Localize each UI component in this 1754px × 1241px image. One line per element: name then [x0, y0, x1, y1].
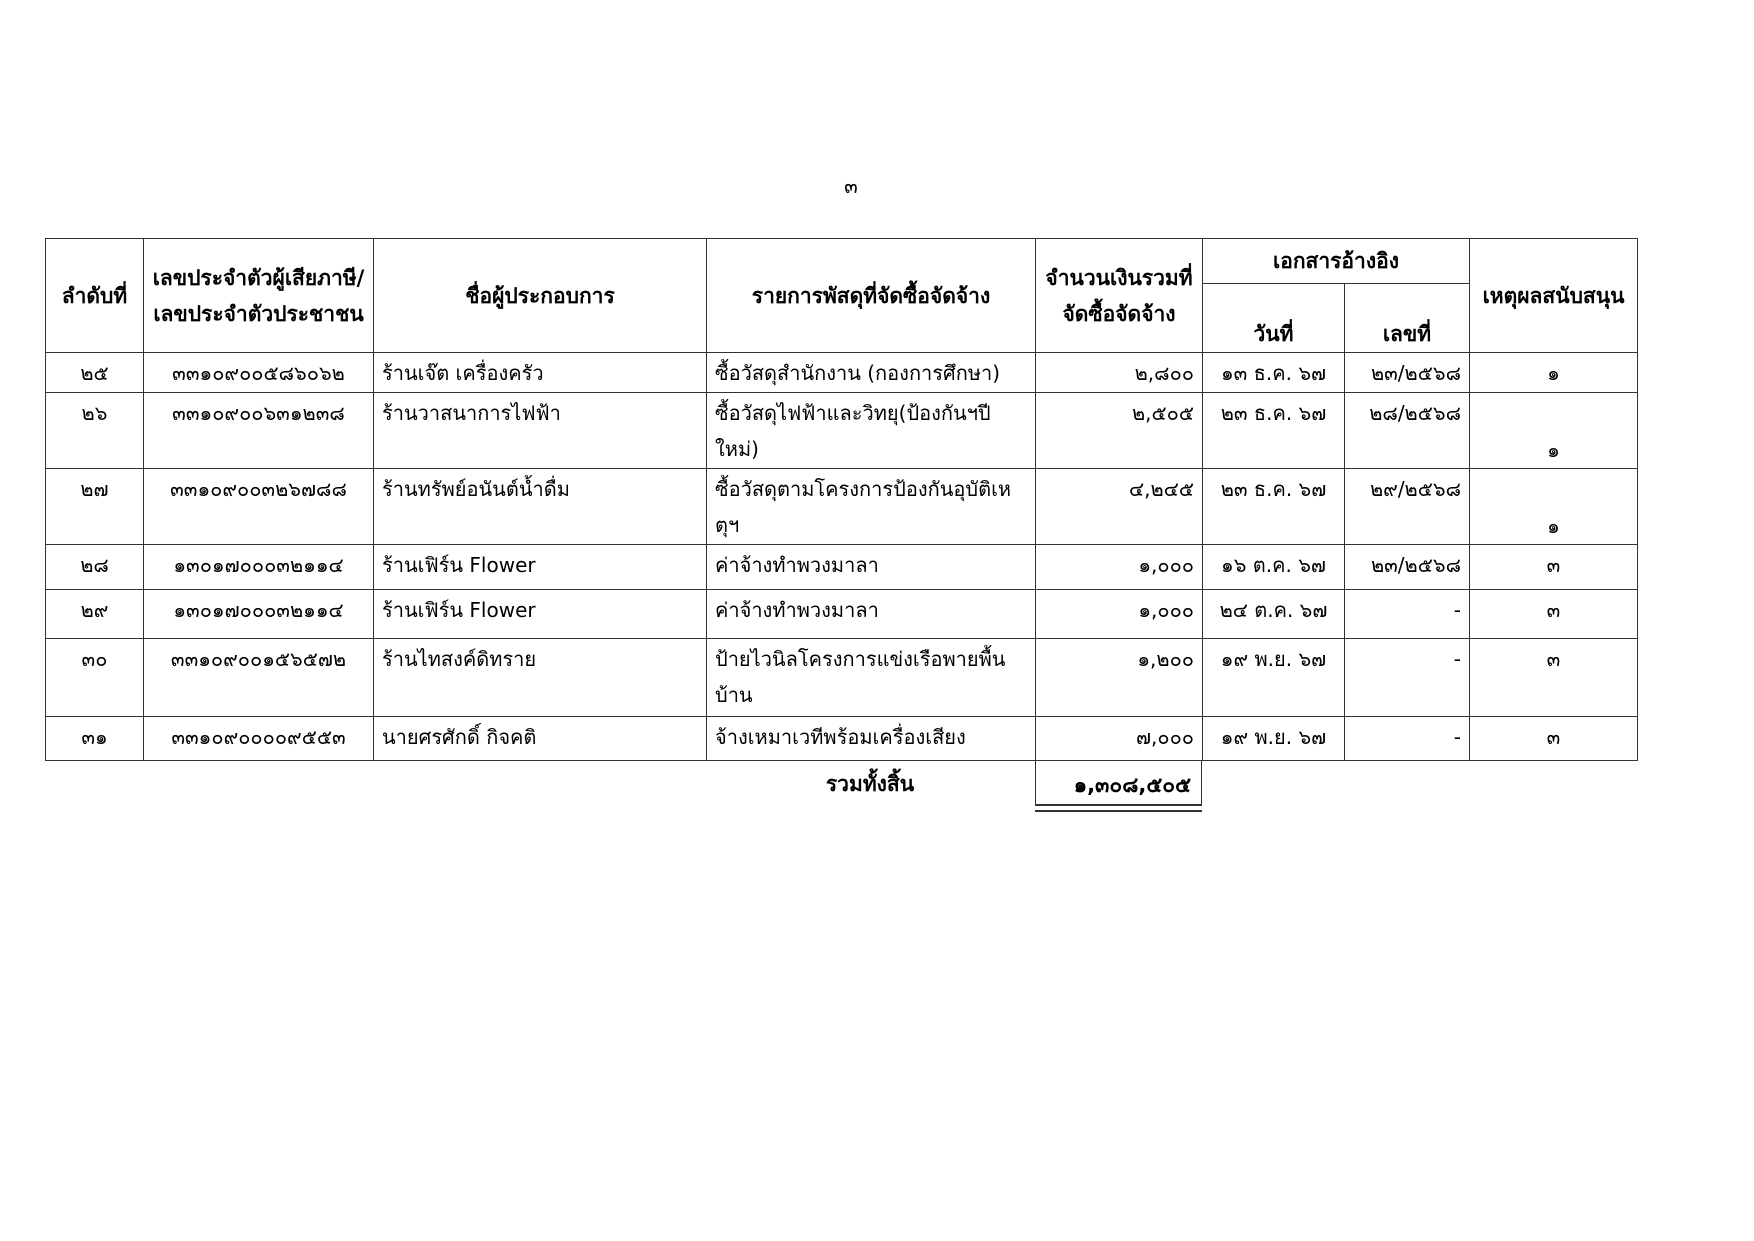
cell-doc-no: -	[1345, 590, 1470, 639]
procurement-table	[45, 238, 1638, 761]
cell-no: ๒๗	[46, 469, 144, 545]
cell-items: ป้ายไวนิลโครงการแข่งเรือพายพื้นบ้าน	[707, 639, 1036, 717]
header-doc-no: เลขที่	[1345, 284, 1470, 353]
cell-tax-id: ๓๓๑๐๙๐๐๓๒๖๗๘๘	[144, 469, 374, 545]
cell-doc-no: ๒๘/๒๕๖๘	[1345, 393, 1470, 469]
header-items: รายการพัสดุที่จัดซื้อจัดจ้าง	[707, 239, 1036, 353]
cell-items: ซื้อวัสดุสำนักงาน (กองการศึกษา)	[707, 353, 1036, 393]
cell-tax-id: ๓๓๑๐๙๐๐๑๕๖๕๗๒	[144, 639, 374, 717]
double-underline	[1035, 804, 1202, 812]
cell-reason: ๓	[1470, 590, 1638, 639]
header-amount: จำนวนเงินรวมที่จัดซื้อจัดจ้าง	[1036, 239, 1203, 353]
cell-items: จ้างเหมาเวทีพร้อมเครื่องเสียง	[707, 717, 1036, 761]
header-tax-id: เลขประจำตัวผู้เสียภาษี/เลขประจำตัวประชาชน	[144, 239, 374, 353]
cell-doc-no: -	[1345, 639, 1470, 717]
cell-amount: ๒,๕๐๕	[1036, 393, 1203, 469]
table-row	[46, 639, 1638, 717]
table-row	[46, 393, 1638, 469]
header-date: วันที่	[1203, 284, 1345, 353]
cell-tax-id: ๓๓๑๐๙๐๐๐๐๙๕๕๓	[144, 717, 374, 761]
cell-items: ค่าจ้างทำพวงมาลา	[707, 590, 1036, 639]
page-number: ๓	[844, 174, 858, 198]
cell-date: ๑๙ พ.ย. ๖๗	[1203, 639, 1345, 717]
cell-amount: ๗,๐๐๐	[1036, 717, 1203, 761]
header-vendor: ชื่อผู้ประกอบการ	[374, 239, 707, 353]
cell-date: ๑๓ ธ.ค. ๖๗	[1203, 353, 1345, 393]
cell-vendor: ร้านทรัพย์อนันต์น้ำดื่ม	[374, 469, 707, 545]
cell-vendor: ร้านเฟิร์น Flower	[374, 545, 707, 590]
cell-tax-id: ๑๓๐๑๗๐๐๐๓๒๑๑๔	[144, 590, 374, 639]
cell-amount: ๑,๐๐๐	[1036, 545, 1203, 590]
cell-reason: ๓	[1470, 545, 1638, 590]
cell-amount: ๑,๐๐๐	[1036, 590, 1203, 639]
cell-doc-no: ๒๓/๒๕๖๘	[1345, 545, 1470, 590]
cell-items: ซื้อวัสดุไฟฟ้าและวิทยุ(ป้องกันฯปีใหม่)	[707, 393, 1036, 469]
table-row	[46, 717, 1638, 761]
table-row	[46, 590, 1638, 639]
cell-items: ซื้อวัสดุตามโครงการป้องกันอุบัติเหตุฯ	[707, 469, 1036, 545]
cell-no: ๒๙	[46, 590, 144, 639]
cell-reason: ๓	[1470, 639, 1638, 717]
header-reference: เอกสารอ้างอิง	[1203, 239, 1470, 284]
cell-vendor: นายศรศักดิ์ กิจคติ	[374, 717, 707, 761]
cell-doc-no: -	[1345, 717, 1470, 761]
cell-date: ๑๖ ต.ค. ๖๗	[1203, 545, 1345, 590]
cell-no: ๒๘	[46, 545, 144, 590]
table-row	[46, 353, 1638, 393]
cell-no: ๒๕	[46, 353, 144, 393]
cell-tax-id: ๓๓๑๐๙๐๐๕๘๖๐๖๒	[144, 353, 374, 393]
cell-doc-no: ๒๓/๒๕๖๘	[1345, 353, 1470, 393]
cell-date: ๒๔ ต.ค. ๖๗	[1203, 590, 1345, 639]
cell-no: ๒๖	[46, 393, 144, 469]
header-no: ลำดับที่	[46, 239, 144, 353]
cell-reason: ๑	[1470, 353, 1638, 393]
table-row	[46, 469, 1638, 545]
cell-no: ๓๑	[46, 717, 144, 761]
cell-date: ๑๙ พ.ย. ๖๗	[1203, 717, 1345, 761]
cell-doc-no: ๒๙/๒๕๖๘	[1345, 469, 1470, 545]
cell-reason: ๑	[1470, 469, 1638, 545]
cell-amount: ๒,๘๐๐	[1036, 353, 1203, 393]
header-reason: เหตุผลสนับสนุน	[1470, 239, 1638, 353]
cell-tax-id: ๑๓๐๑๗๐๐๐๓๒๑๑๔	[144, 545, 374, 590]
cell-no: ๓๐	[46, 639, 144, 717]
total-label: รวมทั้งสิ้น	[825, 772, 915, 796]
cell-tax-id: ๓๓๑๐๙๐๐๖๓๑๒๓๘	[144, 393, 374, 469]
total-value: ๑,๓๐๘,๕๐๕	[1035, 760, 1202, 804]
cell-reason: ๓	[1470, 717, 1638, 761]
cell-reason: ๑	[1470, 393, 1638, 469]
cell-vendor: ร้านเจ๊ต เครื่องครัว	[374, 353, 707, 393]
cell-vendor: ร้านไทสงค์ดิทราย	[374, 639, 707, 717]
table-row	[46, 545, 1638, 590]
cell-items: ค่าจ้างทำพวงมาลา	[707, 545, 1036, 590]
cell-vendor: ร้านเฟิร์น Flower	[374, 590, 707, 639]
cell-date: ๒๓ ธ.ค. ๖๗	[1203, 393, 1345, 469]
cell-date: ๒๓ ธ.ค. ๖๗	[1203, 469, 1345, 545]
cell-amount: ๑,๒๐๐	[1036, 639, 1203, 717]
cell-vendor: ร้านวาสนาการไฟฟ้า	[374, 393, 707, 469]
cell-amount: ๔,๒๔๕	[1036, 469, 1203, 545]
